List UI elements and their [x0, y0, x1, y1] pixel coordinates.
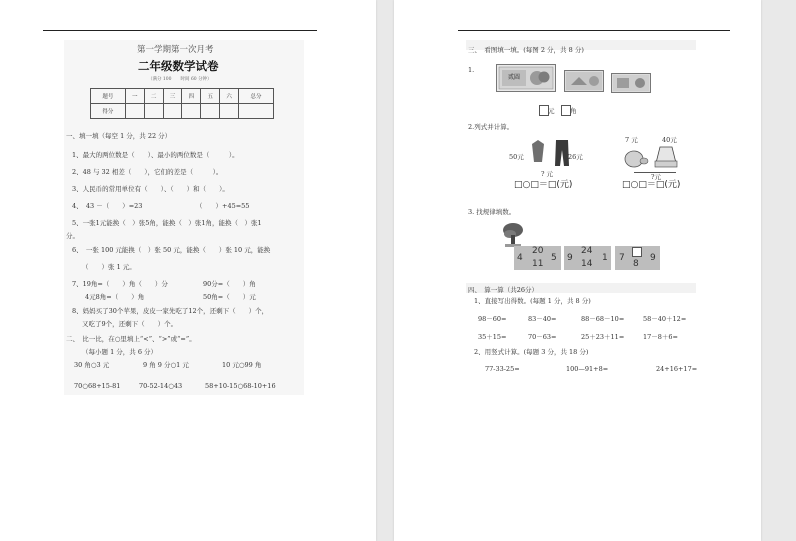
price-label: 7 元: [625, 136, 638, 144]
sequence-number: 4: [517, 253, 523, 263]
compare-item: 70-52-14○43: [139, 382, 183, 390]
score-cell: 六: [220, 89, 239, 104]
score-cell: 三: [163, 89, 182, 104]
question-text: 分。: [66, 232, 79, 240]
banknote-image: [496, 64, 556, 92]
score-table: [90, 88, 274, 119]
score-cell: [220, 104, 239, 119]
question-text: 3、人民币的常用单位有（ ）、（ ）和（ ）。: [72, 185, 229, 193]
question-text: （ ）+45=55: [196, 202, 250, 210]
question-text: 50角=（ ）元: [203, 293, 256, 301]
exam-page-left: [0, 0, 376, 541]
score-cell: [125, 104, 144, 119]
question-text: 1、最大的两位数是（ ）、最小的两位数是（ ）。: [72, 151, 239, 159]
calc-item: 58－40＋12=: [643, 315, 687, 323]
section-heading: 一、填一填（每空 1 分，共 22 分）: [66, 132, 172, 140]
score-cell: [182, 104, 201, 119]
calc-item: 88－68－10=: [581, 315, 625, 323]
question-text: 4元8角=（ ）角: [85, 293, 145, 301]
question-number: 3. 找规律填数。: [468, 208, 516, 216]
section-heading: 三、 看图填一填。(每图 2 分，共 8 分): [468, 46, 584, 54]
sequence-number: 20: [532, 246, 544, 256]
compare-item: 9 角 9 分○1 元: [143, 361, 189, 369]
price-label: 40元: [662, 136, 677, 144]
price-label: 50元: [509, 153, 524, 161]
calc-item: 100—91+8=: [566, 365, 609, 373]
question-text: 5、一张1元能换（ ）张5角，能换（ ）张1角，能换（ ）张1: [72, 219, 262, 227]
section-heading: 四、 算一算（共26分）: [468, 286, 539, 294]
sequence-number: 9: [567, 253, 573, 263]
exam-page-right: [394, 0, 761, 541]
sequence-number: 8: [633, 259, 639, 269]
score-cell: 总分: [239, 89, 274, 104]
sequence-number: 1: [602, 253, 608, 263]
compare-item: 30 角○3 元: [74, 361, 110, 369]
sequence-number: 7: [619, 253, 625, 263]
compare-item: 58+10-15○68-10+16: [205, 382, 276, 390]
score-cell: 题号: [91, 89, 126, 104]
question-text: 8、妈妈买了30个苹果，皮皮一家先吃了12个，还剩下（ ）个，: [72, 307, 269, 315]
exam-term-title: 第一学期第一次月考: [137, 45, 214, 55]
header-rule: [458, 30, 730, 31]
question-number: 1.: [468, 66, 475, 74]
tree-image: [502, 222, 524, 248]
score-cell: 一: [125, 89, 144, 104]
score-cell: 四: [182, 89, 201, 104]
question-text: 4、 43 －（ ）=23: [72, 202, 143, 210]
section-note: 2、用竖式计算。(每题 3 分，共 18 分): [474, 348, 589, 356]
unit-label: 元: [548, 107, 555, 115]
goods-image: [622, 143, 682, 171]
banknote-label: 贰圆: [508, 74, 521, 81]
question-text: 7、19角=（ ）角（ ）分: [72, 280, 168, 288]
question-text: 2、48 与 32 相差（ ），它们的差是（ ）。: [72, 168, 223, 176]
section-note: （每小题 1 分，共 6 分）: [82, 348, 158, 356]
question-number: 2.列式并计算。: [468, 123, 514, 131]
section-note: 1、直接写出得数。(每题 1 分，共 8 分): [474, 297, 591, 305]
score-cell: 得分: [91, 104, 126, 119]
equation-blank: □○□＝□(元): [514, 180, 573, 190]
price-label: ? 元: [541, 170, 554, 178]
answer-box: [632, 247, 642, 257]
sequence-number: 14: [581, 259, 593, 269]
calc-item: 24+16+17=: [656, 365, 698, 373]
question-text: 90分=（ ）角: [203, 280, 256, 288]
price-label: ?元: [651, 173, 661, 181]
sequence-number: 11: [532, 259, 544, 269]
banknote-image: [611, 73, 651, 93]
exam-meta: （满分 100 时间 60 分钟）: [148, 77, 212, 82]
calc-item: 98－60=: [478, 315, 507, 323]
unit-label: 角: [570, 107, 577, 115]
calc-item: 83－40=: [528, 315, 557, 323]
question-text: 6、 一张 100 元能换（ ）张 50 元，能换（ ）张 10 元，能换: [72, 246, 271, 254]
calc-item: 25＋23＋11=: [581, 333, 625, 341]
score-cell: [144, 104, 163, 119]
compare-item: 70○68+15-81: [74, 382, 121, 390]
calc-item: 35＋15=: [478, 333, 507, 341]
sequence-number: 24: [581, 246, 593, 256]
question-text: （ ）张 1 元。: [82, 263, 136, 271]
compare-item: 10 元○99 角: [222, 361, 262, 369]
equation-blank: □○□＝□(元): [622, 180, 681, 190]
section-heading: 二、 比一比，在○里填上“<”、“>”或“=”。: [66, 335, 196, 343]
calc-item: 17－8＋6=: [643, 333, 678, 341]
score-cell: [239, 104, 274, 119]
score-cell: 二: [144, 89, 163, 104]
score-cell: [163, 104, 182, 119]
score-cell: 五: [201, 89, 220, 104]
score-cell: [201, 104, 220, 119]
question-text: 又吃了9个，还剩下（ ）个。: [82, 320, 178, 328]
calc-item: 70－63=: [528, 333, 557, 341]
calc-item: 77-33-25=: [485, 365, 520, 373]
sequence-number: 5: [551, 253, 557, 263]
price-label: 26元: [568, 153, 583, 161]
exam-main-title: 二年级数学试卷: [138, 59, 219, 73]
banknote-image: [564, 70, 604, 92]
header-rule: [43, 30, 317, 31]
sequence-number: 9: [650, 253, 656, 263]
